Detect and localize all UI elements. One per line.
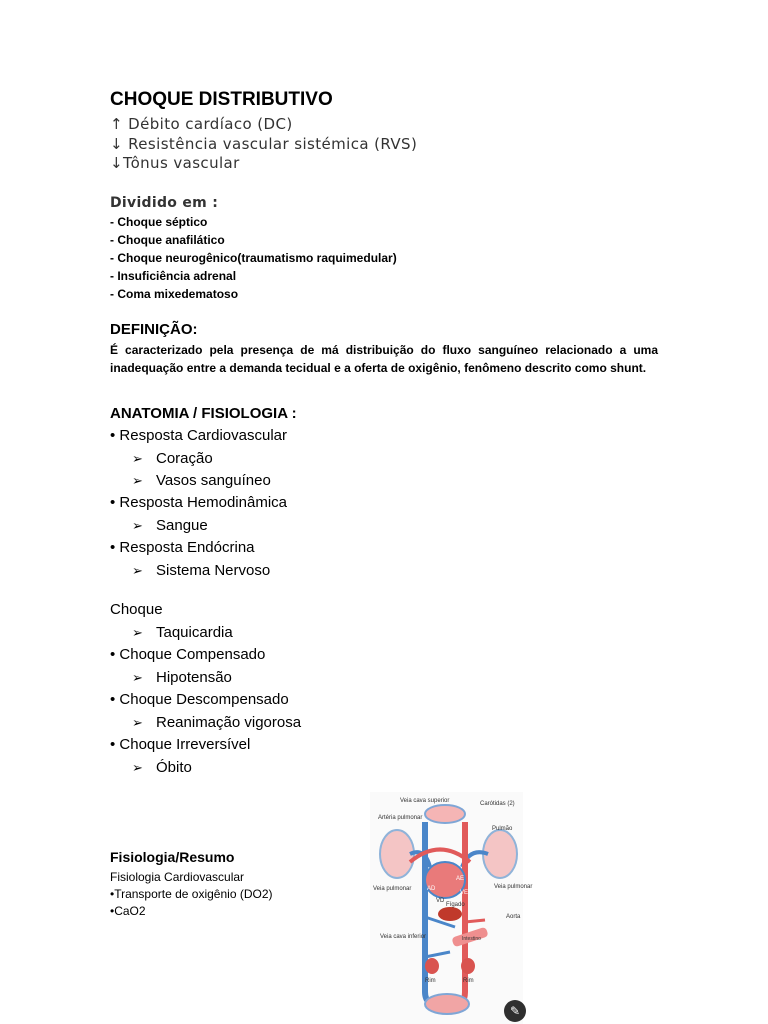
arrow-icon: ➢ — [132, 473, 143, 488]
bullet-endocrina: • Resposta Endócrina — [110, 539, 255, 556]
page-title: CHOQUE DISTRIBUTIVO — [110, 89, 333, 110]
label-pulmao: Pulmão — [492, 826, 513, 832]
divided-heading: Dividido em : — [110, 195, 219, 211]
subtitle-tonus: ↓Tônus vascular — [110, 154, 240, 172]
fisiologia-line-3: •CaO2 — [110, 904, 146, 918]
anatomy-heading: ANATOMIA / FISIOLOGIA : — [110, 405, 297, 422]
pencil-icon[interactable]: ✎ — [504, 1000, 526, 1022]
arrow-icon: ➢ — [132, 715, 143, 730]
fisiologia-line-1: Fisiologia Cardiovascular — [110, 870, 245, 884]
label-intestino: Intestino — [462, 936, 481, 942]
label-arteria-pulmonar: Artéria pulmonar — [378, 815, 423, 821]
label-veia-pulmonar: Veia pulmonar — [373, 886, 412, 892]
label-veia-pulmonar-2: Veia pulmonar — [494, 884, 533, 890]
label-veia-cava-sup: Veia cava superior — [400, 798, 450, 804]
sub-item-obito: ➢ Óbito — [132, 759, 192, 776]
list-item: - Choque neurogênico(traumatismo raquimedular) — [110, 251, 397, 265]
arrow-icon: ➢ — [132, 451, 143, 466]
liver — [438, 907, 462, 921]
circulation-diagram — [370, 792, 533, 1024]
fisiologia-heading: Fisiologia/Resumo — [110, 849, 235, 865]
right-lung — [483, 830, 517, 878]
definition-text: É caracterizado pela presença de má distribuição do fluxo sanguíneo relacionado a uma inadequação entre a demanda tecidual e a oferta de oxigênio, fenômeno descrito como shunt. — [110, 343, 658, 375]
label-ae: AE — [456, 876, 465, 882]
label-aorta: Aorta — [506, 914, 521, 920]
fisiologia-line-2: •Transporte de oxigênio (DO2) — [110, 887, 273, 901]
choque-heading: Choque — [110, 601, 163, 618]
sub-item-taquicardia: ➢ Taquicardia — [132, 624, 233, 641]
bullet-compensado: • Choque Compensado — [110, 646, 266, 663]
label-veia-cava-inf: Veia cava inferior — [380, 934, 427, 940]
label-figado: Fígado — [446, 902, 465, 908]
label-ve: VE — [460, 890, 469, 896]
list-item: - Choque séptico — [110, 215, 208, 229]
lower-capillaries — [425, 994, 469, 1014]
label-vd: VD — [436, 898, 445, 904]
sub-item-reanimacao: ➢ Reanimação vigorosa — [132, 714, 302, 731]
subtitle-rvs: ↓ Resistência vascular sistémica (RVS) — [110, 135, 418, 153]
bullet-irreversivel: • Choque Irreversível — [110, 736, 251, 753]
sub-item-coracao: ➢ Coração — [132, 450, 213, 467]
left-lung — [380, 830, 414, 878]
bullet-descompensado: • Choque Descompensado — [110, 691, 289, 708]
list-item: - Coma mixedematoso — [110, 287, 239, 301]
label-rim-1: Rim — [425, 978, 436, 984]
arrow-icon: ➢ — [132, 518, 143, 533]
kidney-left — [425, 958, 439, 974]
arrow-icon: ➢ — [132, 563, 143, 578]
list-item: - Insuficiência adrenal — [110, 269, 237, 283]
label-rim-2: Rim — [463, 978, 474, 984]
head-capillaries — [425, 805, 465, 823]
definition-heading: DEFINIÇÃO: — [110, 321, 198, 338]
sub-item-nervoso: ➢ Sistema Nervoso — [132, 562, 271, 579]
arrow-icon: ➢ — [132, 670, 143, 685]
kidney-right — [461, 958, 475, 974]
arrow-icon: ➢ — [132, 625, 143, 640]
list-item: - Choque anafilático — [110, 233, 225, 247]
bullet-hemodinamica: • Resposta Hemodinâmica — [110, 494, 287, 511]
bullet-cardiovascular: • Resposta Cardiovascular — [110, 427, 287, 444]
label-ad: AD — [427, 886, 436, 892]
label-carotidas: Carótidas (2) — [480, 801, 515, 807]
sub-item-sangue: ➢ Sangue — [132, 517, 208, 534]
arrow-icon: ➢ — [132, 760, 143, 775]
sub-item-vasos: ➢ Vasos sanguíneo — [132, 472, 271, 489]
subtitle-dc: ↑ Débito cardíaco (DC) — [110, 115, 293, 133]
sub-item-hipotensao: ➢ Hipotensão — [132, 669, 232, 686]
divided-list — [110, 213, 397, 303]
